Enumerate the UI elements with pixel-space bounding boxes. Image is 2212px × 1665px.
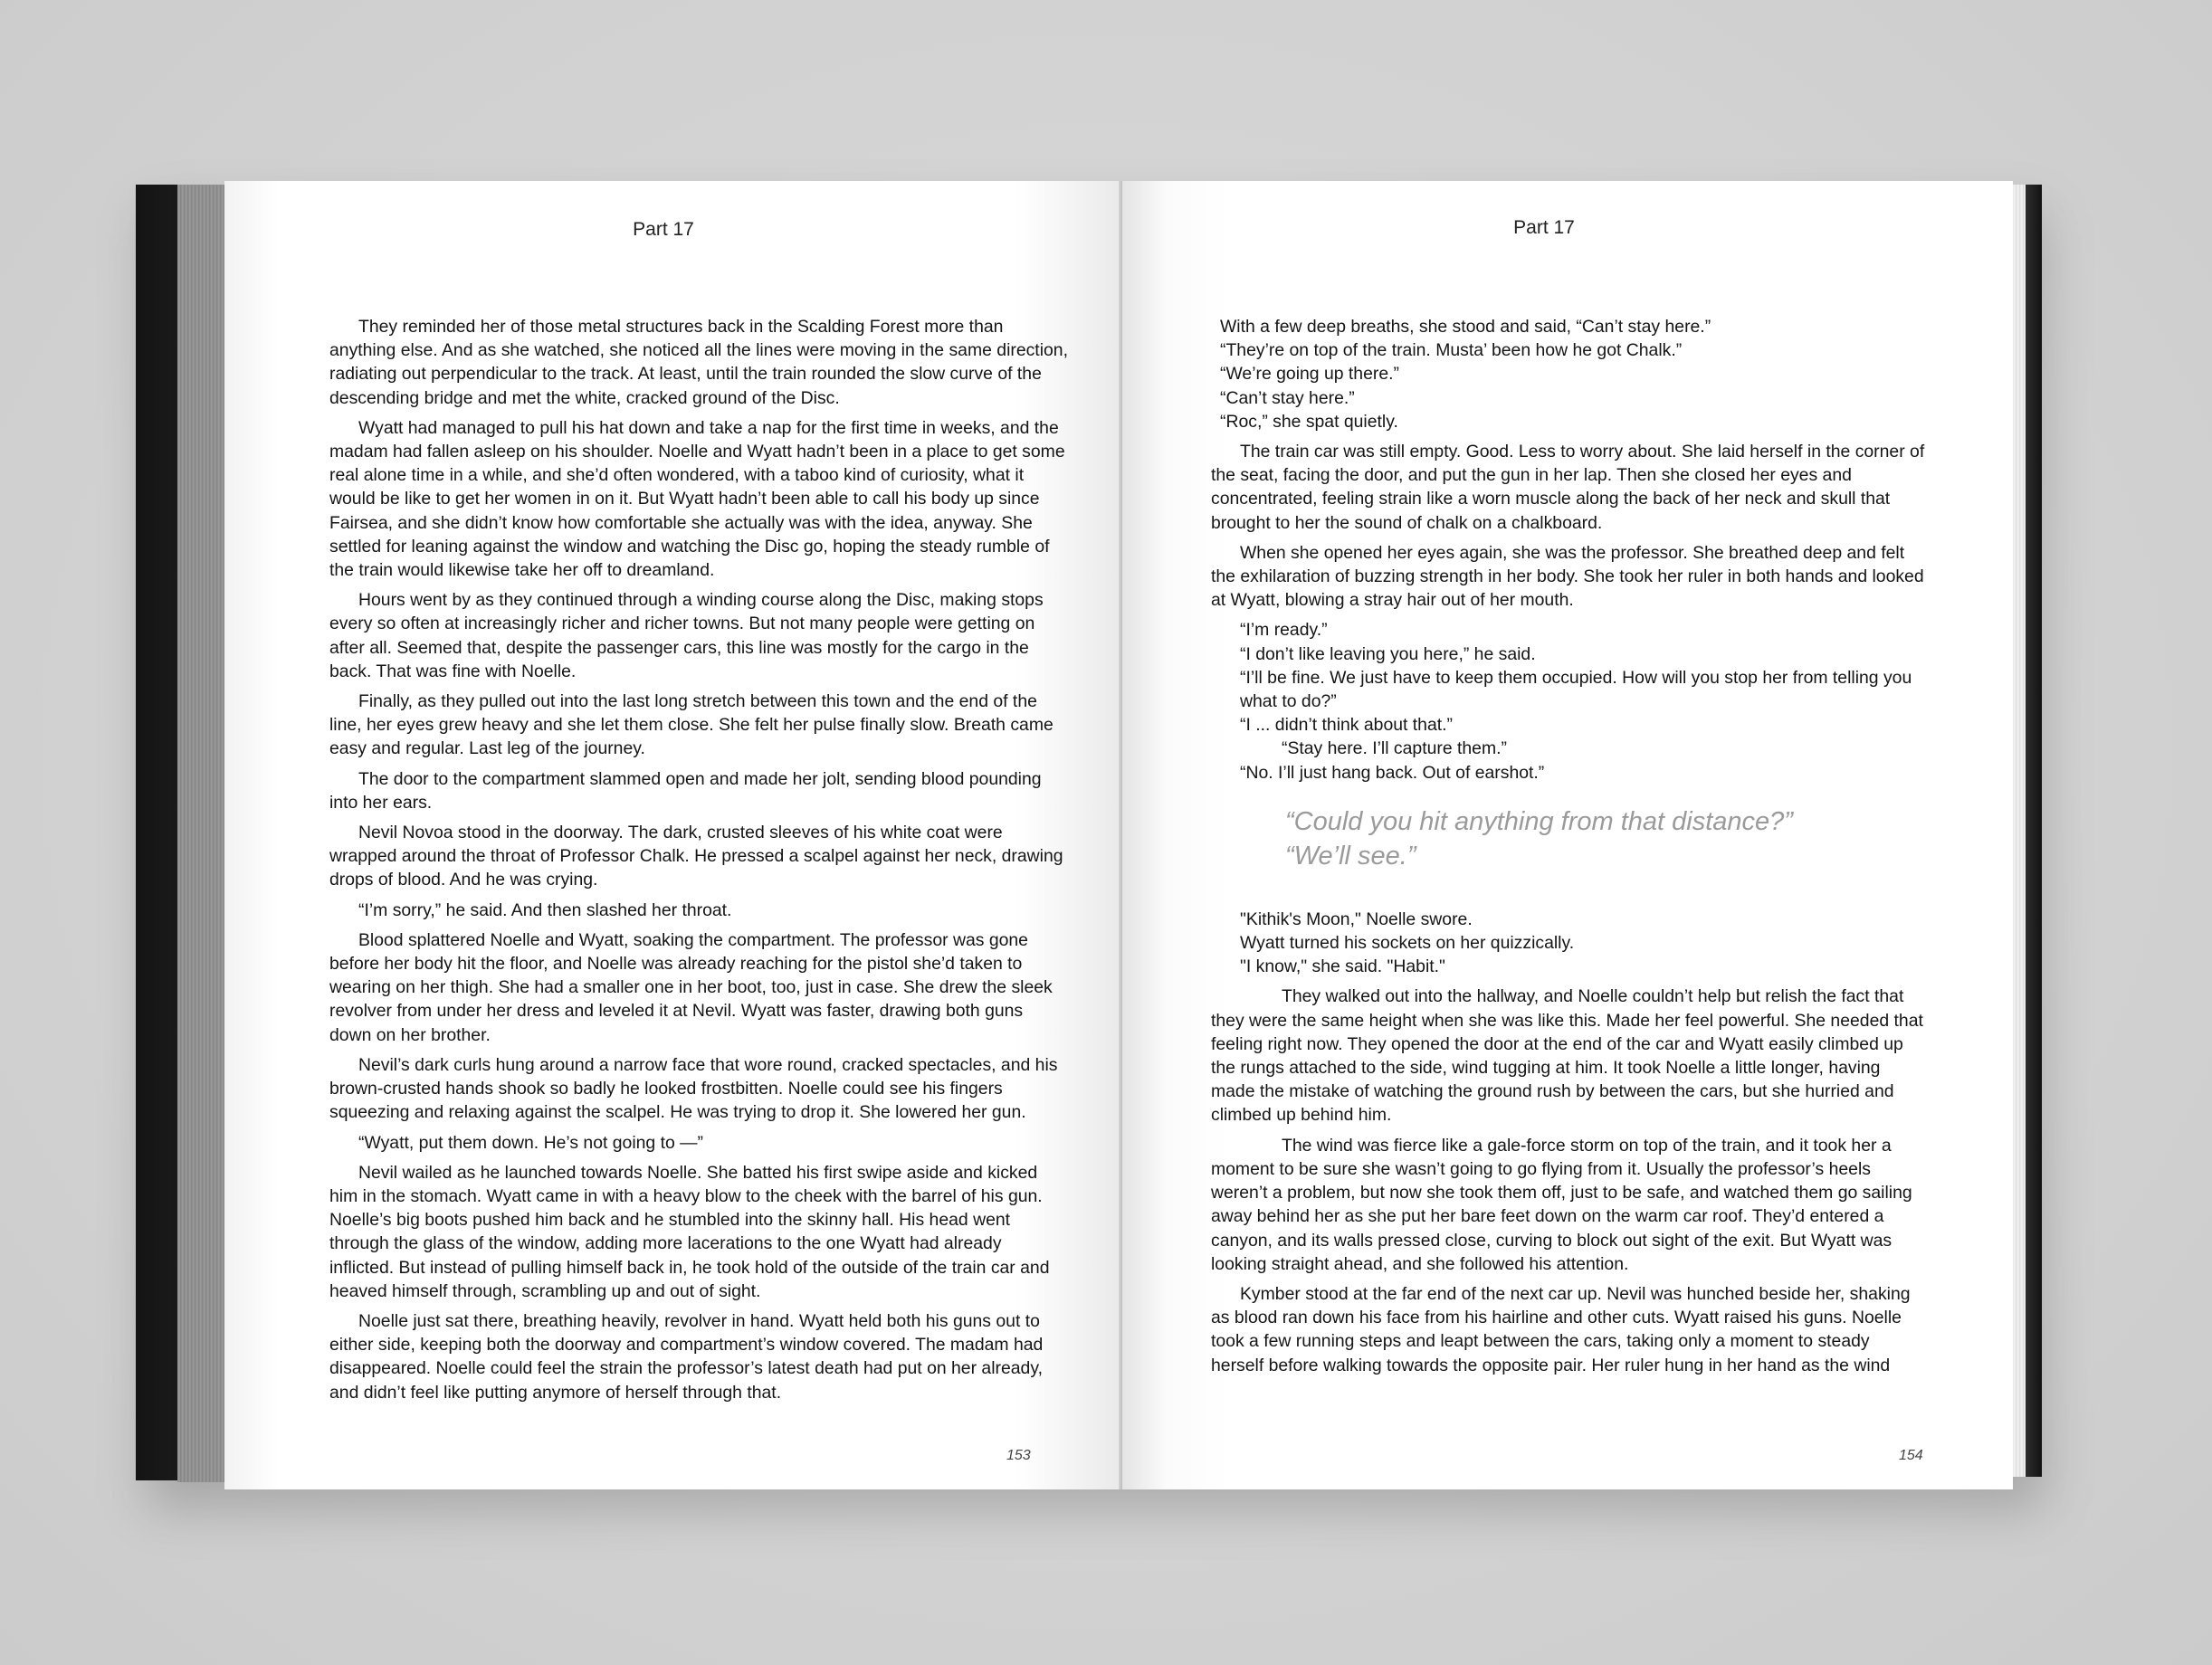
paragraph: The door to the compartment slammed open and made her jolt, sending blood pounding into her ears.: [329, 768, 1042, 813]
paragraph: When she opened her eyes again, she was the professor. She breathed deep and felt the exhilaration of buzzing strength in her body. She took her ruler in both hands and looked at Wyatt, blowing a stray hair out of her mouth.: [1211, 542, 1924, 611]
pull-quote: [1285, 804, 1926, 873]
right-page-body: [1211, 315, 1926, 1384]
dialogue-line: “We’re going up there.”: [1220, 364, 1399, 385]
dialogue-line: “They’re on top of the train. Musta’ been how he got Chalk.”: [1220, 340, 1683, 361]
paragraph: Finally, as they pulled out into the last long stretch between this town and the end of the line, her eyes grew heavy and she let them close. She felt her pulse finally slow. Breath came easy and regular. Last leg of the journey.: [329, 691, 1054, 759]
pull-quote-line: “Could you hit anything from that distance?”: [1285, 806, 1793, 836]
dialogue-line: Wyatt turned his sockets on her quizzically.: [1240, 933, 1575, 954]
page-number-right: 154: [1899, 1448, 1923, 1463]
left-page-body: [329, 315, 1068, 1411]
paragraph: “Wyatt, put them down. He’s not going to —”: [358, 1132, 703, 1153]
paragraph: Nevil Novoa stood in the doorway. The dark, crusted sleeves of his white coat were wrapped around the throat of Professor Chalk. He pressed a scalpel against her neck, drawing drops of blood. And he was crying.: [329, 823, 1063, 890]
paragraph: Nevil’s dark curls hung around a narrow face that wore round, cracked spectacles, and his brown-crusted hands shook so badly he looked frostbitten. Noelle could see his fingers squeezing and relaxing against the scalpel. He was trying to drop it. She lowered her gun.: [329, 1054, 1058, 1123]
paragraph: Noelle just sat there, breathing heavily, revolver in hand. Wyatt held both his guns out to either side, keeping both the doorway and compartment’s window covered. The madam had disappeared. Noelle could feel the strain the professor’s latest death had put on her already, and didn’t feel like putting anymore of herself through that.: [329, 1310, 1044, 1403]
paragraph: They reminded her of those metal structures back in the Scalding Forest more than anything else. And as she watched, she noticed all the lines were moving in the same direction, radiating out perpendicular to the track. At least, until the train rounded the slow curve of the descending bridge and met the white, cracked ground of the Disc.: [329, 317, 1068, 408]
paragraph: Hours went by as they continued through a winding course along the Disc, making stops every so often at increasingly richer and richer towns. But not many people were getting on after all. Seemed that, despite the passenger cars, this line was mostly for the cargo in the back. That was fine with Noelle.: [329, 590, 1044, 681]
paragraph: Blood splattered Noelle and Wyatt, soaking the compartment. The professor was gone before her body hit the floor, and Noelle was already reaching for the pistol she’d taken to wearing on her thigh. She had a smaller one in her boot, too, just in case. She drew the sleek revolver from under her dress and leveled it at Nevil. Wyatt was faster, drawing both guns down on her brother.: [329, 929, 1053, 1045]
paragraph: “I’m sorry,” he said. And then slashed her throat.: [358, 899, 732, 920]
dialogue-line: “No. I’ll just hang back. Out of earshot.”: [1240, 762, 1545, 783]
dialogue-line: “Roc,” she spat quietly.: [1220, 411, 1398, 432]
dialogue-line: “I’m ready.”: [1240, 620, 1328, 641]
paragraph: Nevil wailed as he launched towards Noelle. She batted his first swipe aside and kicked him in the stomach. Wyatt came in with a heavy blow to the cheek with the barrel of his gun. Noelle’s big boots pushed him back and he stumbled into the skinny hall. His head went through the glass of the window, adding more lacerations to the one Wyatt had already inflicted. But instead of pulling himself back in, he took hold of the outside of the train car and heaved himself through, scrambling up and out of sight.: [329, 1162, 1050, 1301]
dialogue-line: “I ... didn’t think about that.”: [1240, 715, 1453, 736]
dialogue-line: “Can’t stay here.”: [1220, 387, 1355, 408]
paragraph: Kymber stood at the far end of the next car up. Nevil was hunched beside her, shaking as blood ran down his face from his hairline and other cuts. Wyatt raised his guns. Noelle took a few running steps and leapt between the cars, taking only a moment to steady herself before walking towards the opposite pair. Her ruler hung in her hand as the wind: [1211, 1283, 1911, 1375]
dialogue-line: With a few deep breaths, she stood and said, “Can’t stay here.”: [1220, 317, 1711, 337]
page-number-left: 153: [1006, 1448, 1031, 1463]
dialogue-line: “I’ll be fine. We just have to keep them occupied. How will you stop her from telling you what to do?”: [1240, 667, 1912, 712]
paragraph: They walked out into the hallway, and Noelle couldn’t help but relish the fact that they were the same height when she was like this. Made her feel powerful. She needed that feeling right now. They opened the door at the end of the car and Wyatt easily climbed up the rungs attached to the side, wind tugging at him. It took Noelle a little longer, having made the mistake of watching the ground rush by between the cars, but she hurried and climbed up behind him.: [1211, 986, 1923, 1126]
dialogue-line: “Stay here. I’ll capture them.”: [1282, 738, 1507, 759]
right-page: [1122, 181, 2013, 1489]
dialogue-line: “I don’t like leaving you here,” he said.: [1240, 643, 1536, 664]
paragraph: The wind was fierce like a gale-force storm on top of the train, and it took her a moment to be sure she wasn’t going to go flying from it. Usually the professor’s heels weren’t a problem, but now she took them off, just to be safe, and watched them go sailing away behind her as she put her bare feet down on the warm car roof. They’d entered a canyon, and its walls pressed close, curving to block out sight of the exit. But Wyatt was looking straight ahead, and she followed his attention.: [1211, 1135, 1912, 1274]
paragraph: The train car was still empty. Good. Less to worry about. She laid herself in the corner of the seat, facing the door, and put the gun in her lap. Then she closed her eyes and concentrated, feeling strain like a worn muscle along the back of her neck and skull that brought to her the sound of chalk on a chalkboard.: [1211, 442, 1925, 533]
left-page: [224, 181, 1124, 1489]
dialogue-line: "Kithik's Moon," Noelle swore.: [1240, 909, 1473, 929]
paragraph: Wyatt had managed to pull his hat down and take a nap for the first time in weeks, and the madam had fallen asleep on his shoulder. Noelle and Wyatt hadn’t been in a place to get some real alone time in a while, and she’d often wondered, with a taboo kind of curiosity, what it would be like to get her women in on it. But Wyatt hadn’t been able to call his body up since Fairsea, and she didn’t know how comfortable she actually was with the idea, anyway. She settled for leaning against the window and watching the Disc go, hoping the steady rumble of the train would likewise take her off to dreamland.: [329, 417, 1065, 581]
dialogue-line: "I know," she said. "Habit.": [1240, 956, 1445, 977]
running-head-right: Part 17: [1513, 217, 1575, 238]
running-head-left: Part 17: [633, 219, 694, 240]
page-edges-left: [177, 185, 228, 1482]
pull-quote-line: “We’ll see.”: [1285, 841, 1416, 871]
